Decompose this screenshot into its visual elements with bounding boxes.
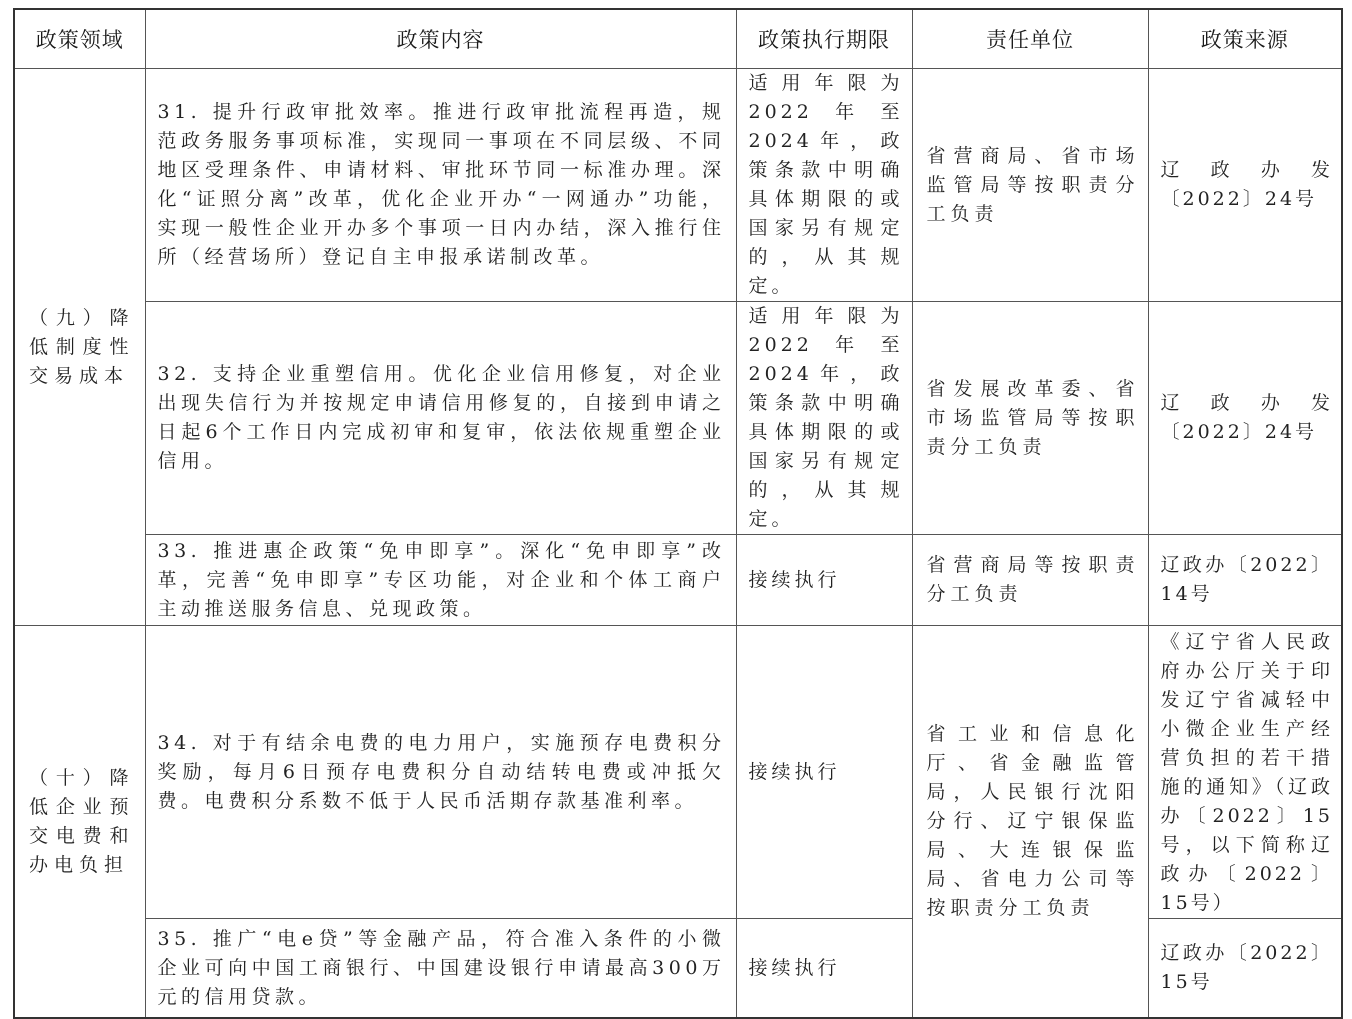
- policy-source-31: 辽政办发〔2022〕24号: [1160, 159, 1333, 210]
- policy-source-32: 辽政办发〔2022〕24号: [1160, 392, 1333, 443]
- responsible-unit-cell: [912, 302, 1148, 535]
- policy-source-cell: [1148, 69, 1342, 302]
- policy-content-33: 33. 推进惠企政策“免申即享”。深化“免申即享”改革，完善“免申即享”专区功能，对企业和个体工商户主动推送服务信息、兑现政策。: [157, 539, 726, 620]
- responsible-unit-33: 省营商局等按职责分工负责: [926, 554, 1140, 605]
- policy-content-cell: [145, 919, 736, 1019]
- policy-source-33: 辽政办〔2022〕14号: [1160, 554, 1333, 605]
- policy-content-cell: [145, 302, 736, 535]
- policy-content-cell: [145, 535, 736, 626]
- policy-period-cell: [736, 626, 912, 919]
- table-row-33: [14, 535, 1342, 626]
- policy-source-35: 辽政办〔2022〕15号: [1160, 942, 1333, 993]
- policy-content-cell: [145, 626, 736, 919]
- policy-content-35: 35. 推广“电e贷”等金融产品，符合准入条件的小微企业可向中国工商银行、中国建设银行申请最高300万元的信用贷款。: [157, 927, 726, 1008]
- policy-period-33: 接续执行: [748, 568, 841, 591]
- table-row-34: [14, 626, 1342, 919]
- header-policy-area: 政策领域: [14, 9, 145, 69]
- policy-content-cell: [145, 69, 736, 302]
- policy-content-31: 31. 提升行政审批效率。推进行政审批流程再造，规范政务服务事项标准，实现同一事项在不同层级、不同地区受理条件、申请材料、审批环节同一标准办理。深化“证照分离”改革，优化企业开办“一网通办”功能，实现一般性企业开办多个事项一日内办结，深入推行住所（经营场所）登记自主申报承诺制改革。: [157, 101, 726, 268]
- policy-period-cell: [736, 69, 912, 302]
- header-policy-content: 政策内容: [145, 9, 736, 69]
- responsible-unit-cell: [912, 626, 1148, 1019]
- table-row-31: [14, 69, 1342, 302]
- policy-area-10: （十）降低企业预交电费和办电负担: [29, 766, 135, 876]
- policy-source-cell: [1148, 626, 1342, 919]
- header-responsible-unit: 责任单位: [912, 9, 1148, 69]
- responsible-unit-32: 省发展改革委、省市场监管局等按职责分工负责: [926, 377, 1140, 458]
- policy-source-34: 《辽宁省人民政府办公厅关于印发辽宁省减轻中小微企业生产经营负担的若干措施的通知》（辽政办〔2022〕15号，以下简称辽政办〔2022〕15号）: [1160, 631, 1333, 914]
- policy-period-32: 适用年限为2022年至2024年，政策条款中明确具体期限的或国家另有规定的，从其规定。: [748, 305, 904, 530]
- policy-area-cell: [14, 69, 145, 626]
- policy-period-cell: [736, 302, 912, 535]
- policy-period-31: 适用年限为2022年至2024年，政策条款中明确具体期限的或国家另有规定的，从其规定。: [748, 72, 904, 297]
- responsible-unit-34-35: 省工业和信息化厅、省金融监管局，人民银行沈阳分行、辽宁银保监局、大连银保监局、省电力公司等按职责分工负责: [926, 723, 1140, 919]
- policy-area-cell: [14, 626, 145, 1019]
- policy-period-35: 接续执行: [748, 956, 841, 979]
- policy-period-cell: [736, 919, 912, 1019]
- header-policy-source: 政策来源: [1148, 9, 1342, 69]
- header-row: [14, 9, 1342, 69]
- responsible-unit-31: 省营商局、省市场监管局等按职责分工负责: [926, 144, 1140, 225]
- table-row-32: [14, 302, 1342, 535]
- policy-source-cell: [1148, 919, 1342, 1019]
- policy-period-34: 接续执行: [748, 760, 841, 783]
- responsible-unit-cell: [912, 69, 1148, 302]
- policy-table: [13, 8, 1343, 1019]
- policy-source-cell: [1148, 535, 1342, 626]
- responsible-unit-cell: [912, 535, 1148, 626]
- policy-content-32: 32. 支持企业重塑信用。优化企业信用修复，对企业出现失信行为并按规定申请信用修复的，自接到申请之日起6个工作日内完成初审和复审，依法依规重塑企业信用。: [157, 363, 726, 472]
- policy-source-cell: [1148, 302, 1342, 535]
- header-policy-period: 政策执行期限: [736, 9, 912, 69]
- policy-period-cell: [736, 535, 912, 626]
- policy-area-9: （九）降低制度性交易成本: [29, 306, 135, 387]
- policy-content-34: 34. 对于有结余电费的电力用户，实施预存电费积分奖励，每月6日预存电费积分自动结转电费或冲抵欠费。电费积分系数不低于人民币活期存款基准利率。: [157, 731, 726, 812]
